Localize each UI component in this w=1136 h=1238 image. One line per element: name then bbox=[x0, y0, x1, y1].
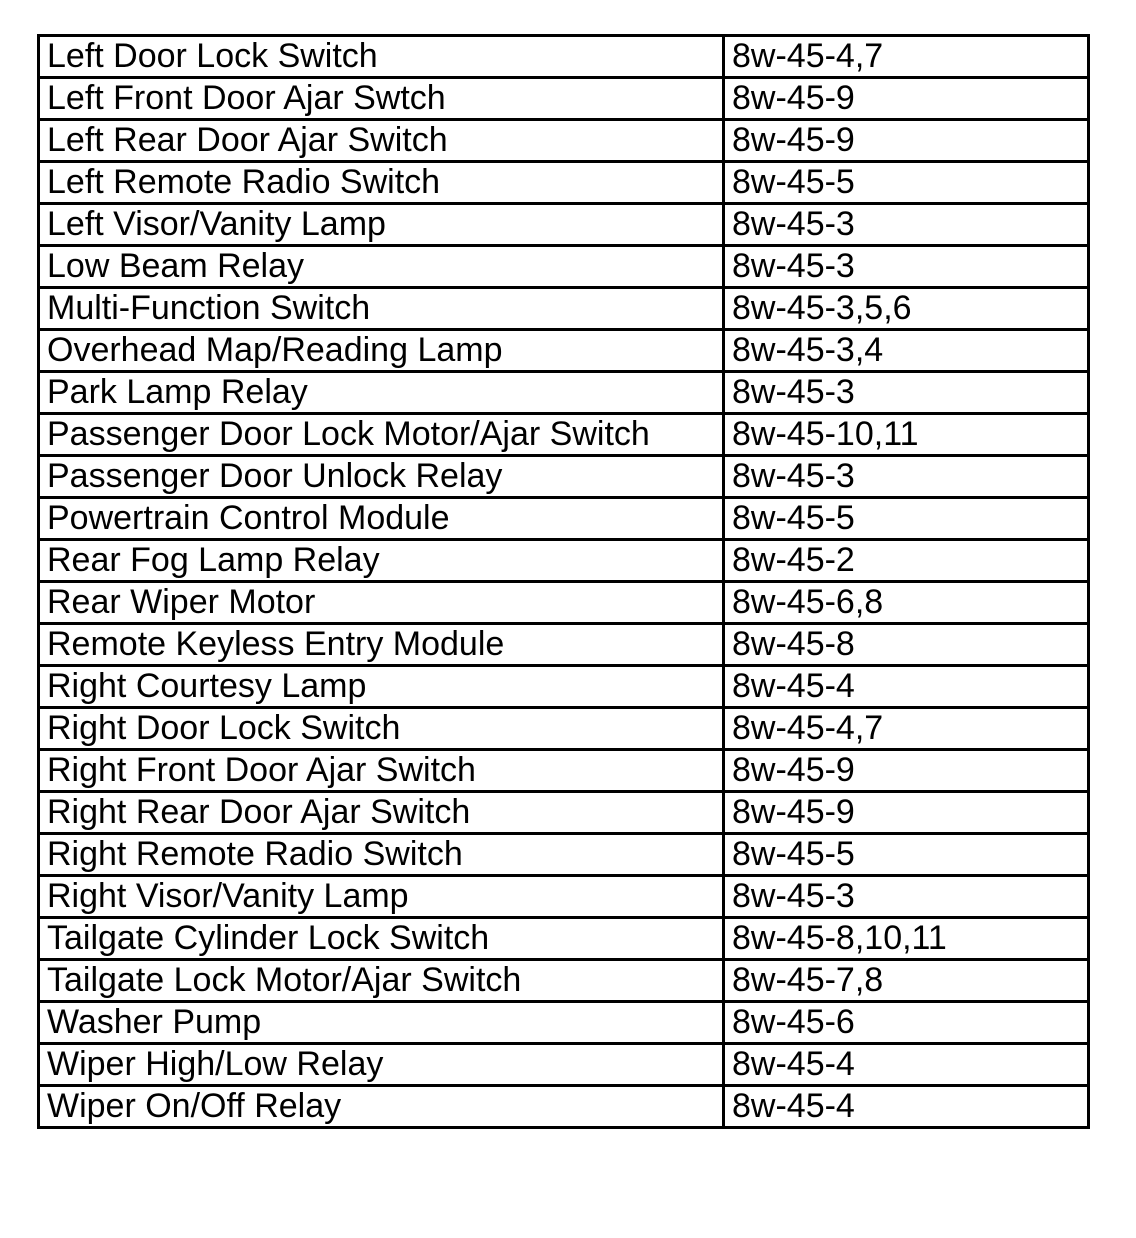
page-reference-cell: 8w-45-10,11 bbox=[724, 414, 1089, 456]
table-row bbox=[39, 918, 1089, 960]
page-reference-cell: 8w-45-9 bbox=[724, 78, 1089, 120]
component-name-cell: Left Rear Door Ajar Switch bbox=[39, 120, 724, 162]
component-name-cell: Left Front Door Ajar Swtch bbox=[39, 78, 724, 120]
table-row bbox=[39, 1044, 1089, 1086]
table-row bbox=[39, 792, 1089, 834]
component-name-cell: Passenger Door Lock Motor/Ajar Switch bbox=[39, 414, 724, 456]
page-reference-cell: 8w-45-3 bbox=[724, 372, 1089, 414]
component-name-cell: Remote Keyless Entry Module bbox=[39, 624, 724, 666]
page-reference-cell: 8w-45-3,4 bbox=[724, 330, 1089, 372]
component-name-cell: Right Rear Door Ajar Switch bbox=[39, 792, 724, 834]
page-reference-cell: 8w-45-9 bbox=[724, 792, 1089, 834]
page-reference-cell: 8w-45-6 bbox=[724, 1002, 1089, 1044]
page-reference-cell: 8w-45-5 bbox=[724, 834, 1089, 876]
component-index-table bbox=[37, 34, 1090, 1129]
component-name-cell: Rear Wiper Motor bbox=[39, 582, 724, 624]
component-name-cell: Left Visor/Vanity Lamp bbox=[39, 204, 724, 246]
component-name-cell: Tailgate Lock Motor/Ajar Switch bbox=[39, 960, 724, 1002]
page-reference-cell: 8w-45-9 bbox=[724, 750, 1089, 792]
table-row bbox=[39, 624, 1089, 666]
page-reference-cell: 8w-45-2 bbox=[724, 540, 1089, 582]
table-row bbox=[39, 456, 1089, 498]
page-reference-cell: 8w-45-3 bbox=[724, 876, 1089, 918]
table-row bbox=[39, 288, 1089, 330]
page-reference-cell: 8w-45-3 bbox=[724, 456, 1089, 498]
table-row bbox=[39, 582, 1089, 624]
page-reference-cell: 8w-45-4 bbox=[724, 666, 1089, 708]
table-row bbox=[39, 1086, 1089, 1128]
table-row bbox=[39, 36, 1089, 78]
table-row bbox=[39, 372, 1089, 414]
page-reference-cell: 8w-45-3 bbox=[724, 204, 1089, 246]
component-name-cell: Powertrain Control Module bbox=[39, 498, 724, 540]
table-row bbox=[39, 414, 1089, 456]
table-row bbox=[39, 204, 1089, 246]
page-reference-cell: 8w-45-3,5,6 bbox=[724, 288, 1089, 330]
component-name-cell: Overhead Map/Reading Lamp bbox=[39, 330, 724, 372]
component-name-cell: Rear Fog Lamp Relay bbox=[39, 540, 724, 582]
component-name-cell: Park Lamp Relay bbox=[39, 372, 724, 414]
page-reference-cell: 8w-45-6,8 bbox=[724, 582, 1089, 624]
page-reference-cell: 8w-45-4,7 bbox=[724, 708, 1089, 750]
component-name-cell: Tailgate Cylinder Lock Switch bbox=[39, 918, 724, 960]
component-name-cell: Right Front Door Ajar Switch bbox=[39, 750, 724, 792]
table-row bbox=[39, 78, 1089, 120]
component-name-cell: Right Visor/Vanity Lamp bbox=[39, 876, 724, 918]
component-name-cell: Wiper On/Off Relay bbox=[39, 1086, 724, 1128]
page-reference-cell: 8w-45-5 bbox=[724, 162, 1089, 204]
page-reference-cell: 8w-45-5 bbox=[724, 498, 1089, 540]
component-name-cell: Passenger Door Unlock Relay bbox=[39, 456, 724, 498]
table-row bbox=[39, 750, 1089, 792]
table-row bbox=[39, 708, 1089, 750]
page-reference-cell: 8w-45-4 bbox=[724, 1086, 1089, 1128]
page-reference-cell: 8w-45-4,7 bbox=[724, 36, 1089, 78]
page-reference-cell: 8w-45-8 bbox=[724, 624, 1089, 666]
table-row bbox=[39, 540, 1089, 582]
table-row bbox=[39, 960, 1089, 1002]
component-name-cell: Washer Pump bbox=[39, 1002, 724, 1044]
table-row bbox=[39, 666, 1089, 708]
page-reference-cell: 8w-45-4 bbox=[724, 1044, 1089, 1086]
page-reference-cell: 8w-45-3 bbox=[724, 246, 1089, 288]
page-reference-cell: 8w-45-8,10,11 bbox=[724, 918, 1089, 960]
component-name-cell: Low Beam Relay bbox=[39, 246, 724, 288]
component-name-cell: Left Door Lock Switch bbox=[39, 36, 724, 78]
component-name-cell: Right Courtesy Lamp bbox=[39, 666, 724, 708]
table-row bbox=[39, 246, 1089, 288]
component-name-cell: Multi-Function Switch bbox=[39, 288, 724, 330]
component-index-table-container bbox=[37, 34, 1090, 1129]
page-reference-cell: 8w-45-9 bbox=[724, 120, 1089, 162]
page-reference-cell: 8w-45-7,8 bbox=[724, 960, 1089, 1002]
table-row bbox=[39, 330, 1089, 372]
table-row bbox=[39, 1002, 1089, 1044]
component-name-cell: Right Remote Radio Switch bbox=[39, 834, 724, 876]
component-name-cell: Wiper High/Low Relay bbox=[39, 1044, 724, 1086]
component-name-cell: Left Remote Radio Switch bbox=[39, 162, 724, 204]
table-row bbox=[39, 498, 1089, 540]
table-row bbox=[39, 162, 1089, 204]
table-row bbox=[39, 834, 1089, 876]
table-row bbox=[39, 120, 1089, 162]
component-name-cell: Right Door Lock Switch bbox=[39, 708, 724, 750]
table-row bbox=[39, 876, 1089, 918]
